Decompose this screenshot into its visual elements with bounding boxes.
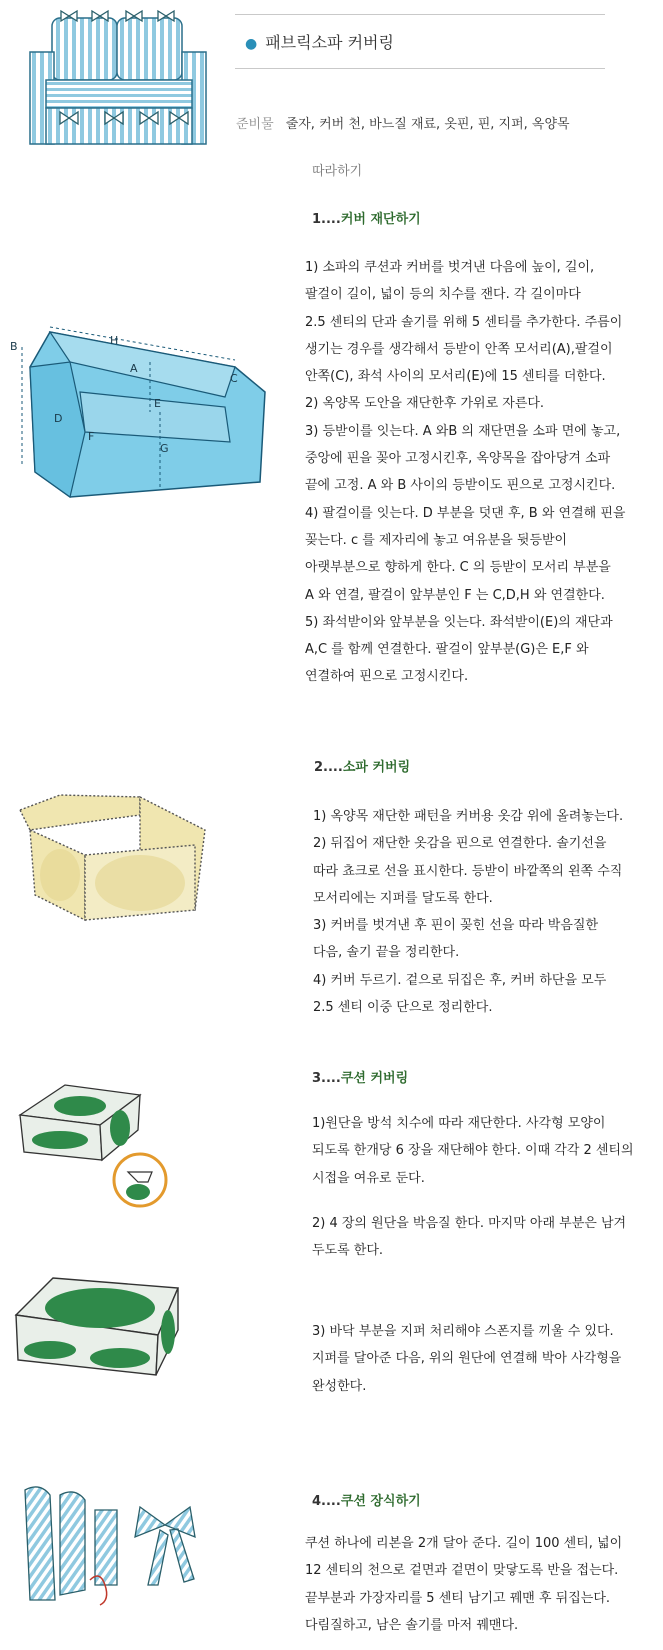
section-2-line: 2) 뒤집어 재단한 옷감을 핀으로 연결한다. 솔기선을 xyxy=(313,836,607,852)
section-3-line: 시접을 여유로 둔다. xyxy=(312,1170,425,1186)
diagram-label-e: E xyxy=(154,397,161,410)
section-2-line: 4) 커버 두르기. 겉으로 뒤집은 후, 커버 하단을 모두 xyxy=(313,972,607,988)
pattern-shape xyxy=(95,855,185,911)
section-3-title xyxy=(312,1067,408,1086)
cushion-fill xyxy=(32,1131,88,1149)
section-1-line: 아랫부분으로 향하게 한다. C 의 등받이 모서리 부분을 xyxy=(305,560,611,576)
section-3-line: 지퍼를 달아준 다음, 위의 원단에 연결해 박아 사각형을 xyxy=(312,1351,622,1367)
section-3-text-b xyxy=(312,1210,626,1265)
section-1-heading: 커버 재단하기 xyxy=(340,212,421,227)
section-1-line: 2.5 센티의 단과 솔기를 위해 5 센티를 추가한다. 주름이 xyxy=(305,314,623,330)
sofa-measurement-diagram xyxy=(10,322,280,502)
section-1-line: 생기는 경우를 생각해서 등받이 안쪽 모서리(A),팔걸이 xyxy=(305,341,613,357)
cushion-fill xyxy=(110,1110,130,1146)
sofa-seat xyxy=(46,80,192,108)
section-3-line: 3) 바닥 부분을 지퍼 처리해야 스폰지를 끼울 수 있다. xyxy=(312,1324,614,1339)
section-4-heading: 쿠션 장식하기 xyxy=(340,1494,421,1509)
section-2-line: 따라 쵸크로 선을 표시한다. 등받이 바깥쪽의 왼쪽 수직 xyxy=(313,863,623,879)
section-2-line: 3) 커버를 벗겨낸 후 핀이 꽂힌 선을 따라 박음질한 xyxy=(313,918,599,934)
section-1-line: 5) 좌석받이와 앞부분을 잇는다. 좌석받이(E)의 재단과 xyxy=(305,614,613,630)
section-1-line: 3) 등받이를 잇는다. A 와B 의 재단면을 소파 면에 놓고, xyxy=(305,423,621,439)
fabric-pattern-illustration xyxy=(10,785,220,925)
section-1-title xyxy=(312,208,421,227)
section-1-line: A,C 를 함께 연결한다. 팔걸이 앞부분(G)은 E,F 와 xyxy=(305,642,589,658)
diagram-label-a: A xyxy=(130,362,138,375)
section-4-line: 다림질하고, 남은 솔기를 마저 꿰맨다. xyxy=(305,1617,519,1633)
section-2-text xyxy=(313,803,623,1021)
section-1-line: 연결하여 핀으로 고정시킨다. xyxy=(305,669,469,685)
ribbon-bow xyxy=(135,1507,195,1585)
finished-cushion-illustration xyxy=(8,1270,198,1390)
section-3-line: 1)원단을 방석 치수에 따라 재단한다. 사각형 모양이 xyxy=(312,1116,606,1131)
ribbon-strip xyxy=(95,1510,117,1585)
cushion-fill xyxy=(161,1310,175,1354)
sofa-back-right xyxy=(117,18,182,80)
follow-label: 따라하기 xyxy=(312,164,363,179)
cushion-fill xyxy=(54,1096,106,1116)
diagram-label-h: H xyxy=(110,334,119,347)
materials-line xyxy=(236,113,570,132)
section-1-line: 중앙에 핀을 꽂아 고정시킨후, 옥양목을 잡아당겨 소파 xyxy=(305,451,611,467)
section-1-text xyxy=(305,254,625,691)
cushion-fill xyxy=(126,1184,150,1200)
sofa-back-left xyxy=(52,18,117,80)
section-4-title xyxy=(312,1490,421,1509)
section-2-line: 모서리에는 지퍼를 달도록 한다. xyxy=(313,890,493,906)
cushion-fill xyxy=(45,1288,155,1328)
section-3-text-a xyxy=(312,1110,634,1192)
ribbon-strip xyxy=(25,1487,55,1600)
zipper-pull xyxy=(128,1172,152,1182)
section-1-number: 1.... xyxy=(312,212,341,227)
diagram-label-f: F xyxy=(88,430,95,443)
section-3-line: 두도록 한다. xyxy=(312,1243,384,1259)
materials-label: 준비물 xyxy=(236,117,274,132)
section-1-line: 1) 소파의 쿠션과 커버를 벗겨낸 다음에 높이, 길이, xyxy=(305,260,595,275)
section-3-line: 완성한다. xyxy=(312,1378,367,1394)
top-rule xyxy=(235,14,605,15)
diagram-label-d: D xyxy=(54,412,63,425)
bullet-icon: ● xyxy=(245,36,258,52)
diagram-label-b: B xyxy=(10,340,18,353)
section-1-line: A 와 연결, 팔걸이 앞부분인 F 는 C,D,H 와 연결한다. xyxy=(305,587,605,603)
page-title xyxy=(245,30,394,53)
section-3-heading: 쿠션 커버링 xyxy=(340,1071,409,1086)
section-1-line: 안쪽(C), 좌석 사이의 모서리(E)에 15 센티를 더한다. xyxy=(305,369,606,385)
section-4-line: 12 센티의 천으로 겉면과 겉면이 맞닿도록 반을 접는다. xyxy=(305,1563,619,1579)
section-2-number: 2.... xyxy=(314,760,343,775)
pattern-shape xyxy=(40,849,80,901)
section-1-line: 끝에 고정. A 와 B 사이의 등받이도 핀으로 고정시킨다. xyxy=(305,478,616,494)
section-3-line: 2) 4 장의 원단을 박음질 한다. 마지막 아래 부분은 남겨 xyxy=(312,1216,627,1231)
section-4-number: 4.... xyxy=(312,1494,341,1509)
diagram-label-g: G xyxy=(160,442,169,455)
page-title-text: 패브릭소파 커버링 xyxy=(265,33,394,52)
section-3-line: 되도록 한개당 6 장을 재단해야 한다. 이때 각각 2 센티의 xyxy=(312,1143,634,1159)
ribbon-strip xyxy=(60,1492,85,1595)
section-1-line: 팔걸이 길이, 넓이 등의 치수를 잰다. 각 길이마다 xyxy=(305,287,581,303)
ribbon-bow-illustration xyxy=(10,1480,210,1610)
section-2-line: 다음, 솔기 끝을 정리한다. xyxy=(313,945,460,961)
section-1-line: 4) 팔걸이를 잇는다. D 부분을 덧댄 후, B 와 연결해 핀을 xyxy=(305,505,626,521)
section-2-line: 2.5 센티 이중 단으로 정리한다. xyxy=(313,1000,493,1016)
section-1-line: 2) 옥양목 도안을 재단한후 가위로 자른다. xyxy=(305,396,545,412)
cushion-fill xyxy=(24,1341,76,1359)
section-1-line: 꽂는다. c 를 제자리에 놓고 여유분을 뒷등받이 xyxy=(305,532,568,548)
materials-list: 줄자, 커버 천, 바느질 재료, 옷핀, 핀, 지퍼, 옥양목 xyxy=(285,117,570,132)
section-2-heading: 소파 커버링 xyxy=(342,760,411,775)
section-4-text xyxy=(305,1530,622,1639)
diagram-label-c: C xyxy=(230,372,238,385)
section-4-line: 끝부분과 가장자리를 5 센티 남기고 꿰맨 후 뒤집는다. xyxy=(305,1590,611,1606)
pattern-back-panel xyxy=(20,795,140,830)
cushion-box-illustration xyxy=(10,1080,200,1210)
section-2-line: 1) 옥양목 재단한 패턴을 커버용 옷감 위에 올려놓는다. xyxy=(313,809,624,824)
section-4-line: 쿠션 하나에 리본을 2개 달아 준다. 길이 100 센티, 넓이 xyxy=(305,1536,623,1551)
section-3-number: 3.... xyxy=(312,1071,341,1086)
section-2-title xyxy=(314,756,410,775)
section-3-text-c xyxy=(312,1318,621,1400)
title-bottom-rule xyxy=(235,68,605,69)
striped-sofa-illustration xyxy=(24,10,224,150)
cushion-fill xyxy=(90,1348,150,1368)
